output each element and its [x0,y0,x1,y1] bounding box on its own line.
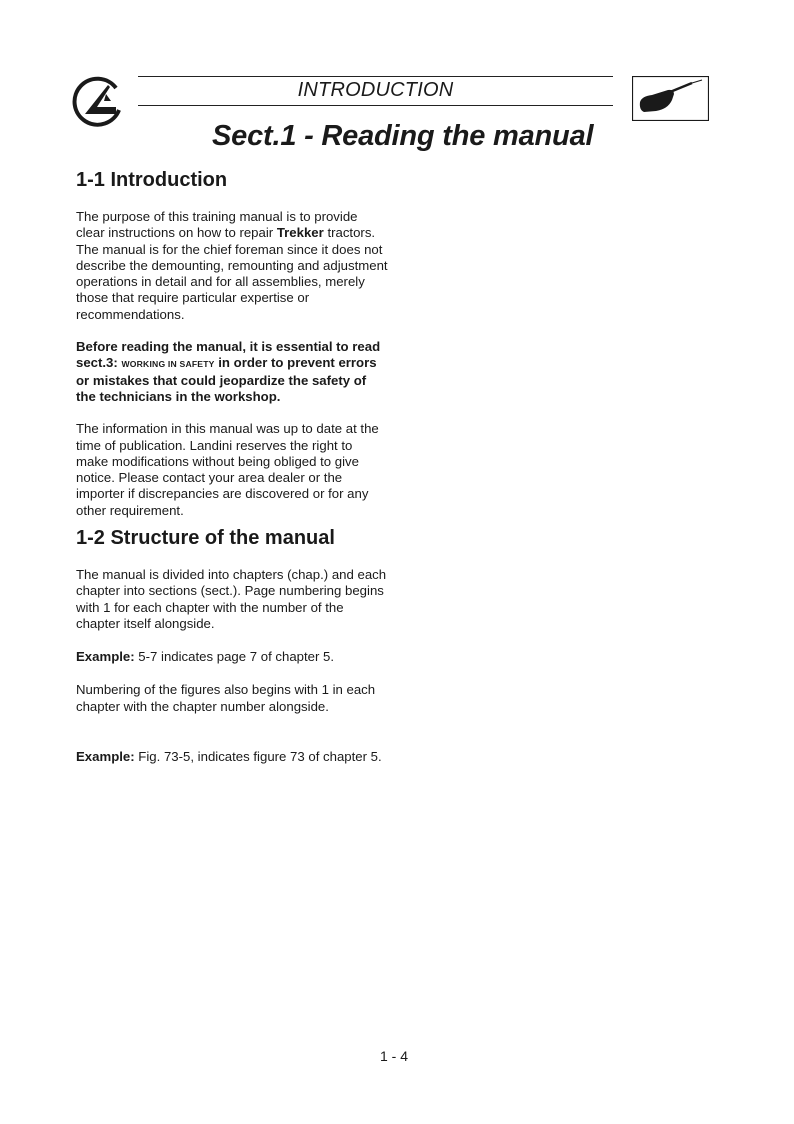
product-name: Trekker [276,225,324,241]
example-label: Example: [76,649,135,665]
text-span: in order to prevent errors or mistakes that could jeopardize the safety of the technicians in the workshop. [76,355,377,404]
header-rule-bottom [138,105,613,106]
header-rule-top [138,76,613,77]
page-number: 1 - 4 [380,1048,409,1064]
text-span: 5-7 indicates page 7 of chapter 5. [134,649,335,665]
paragraph: The manual is for the chief foreman since it does not describe the demounting, remounting and adjustment operations in detail and for all assemblies, merely those that require particular expertise or recommendations. [76,241,388,322]
paragraph [76,209,388,242]
text-span: Fig. 73-5, indicates figure 73 of chapter 5. [134,749,382,765]
paragraph: Numbering of the figures also begins with 1 in each chapter with the chapter number alongside. [76,682,376,714]
section-heading: 1-2 Structure of the manual [76,527,335,549]
section-heading: 1-1 Introduction [76,169,228,191]
page-title: Sect.1 - Reading the manual [212,120,594,152]
header-section-title: INTRODUCTION [297,79,454,101]
text-span: The purpose of this training manual is to provide clear instructions on how to repair [76,209,358,241]
example-line [76,749,388,765]
screwdriver-hand-icon [632,76,709,121]
paragraph: The information in this manual was up to date at the time of publication. Landini reserves the right to make modifications without being obliged to give notice. Please contact your area dealer or the importer if discrepancies are discovered or for any other requirement. [76,421,379,518]
safety-notice [76,339,388,405]
example-label: Example: [76,749,135,765]
landini-logo-icon [72,74,126,128]
section-introduction [76,168,388,519]
example-line [76,649,388,665]
section-reference: WORKING IN SAFETY [121,359,215,370]
text-span: tractors. [323,225,376,241]
paragraph: The manual is divided into chapters (chap.) and each chapter into sections (sect.). Page numbering begins with 1 for each chapter with the number of the chapter itself alongside. [76,567,387,631]
text-span: Before reading the manual, it is essential to read sect.3: [76,339,381,371]
section-structure [76,526,388,765]
